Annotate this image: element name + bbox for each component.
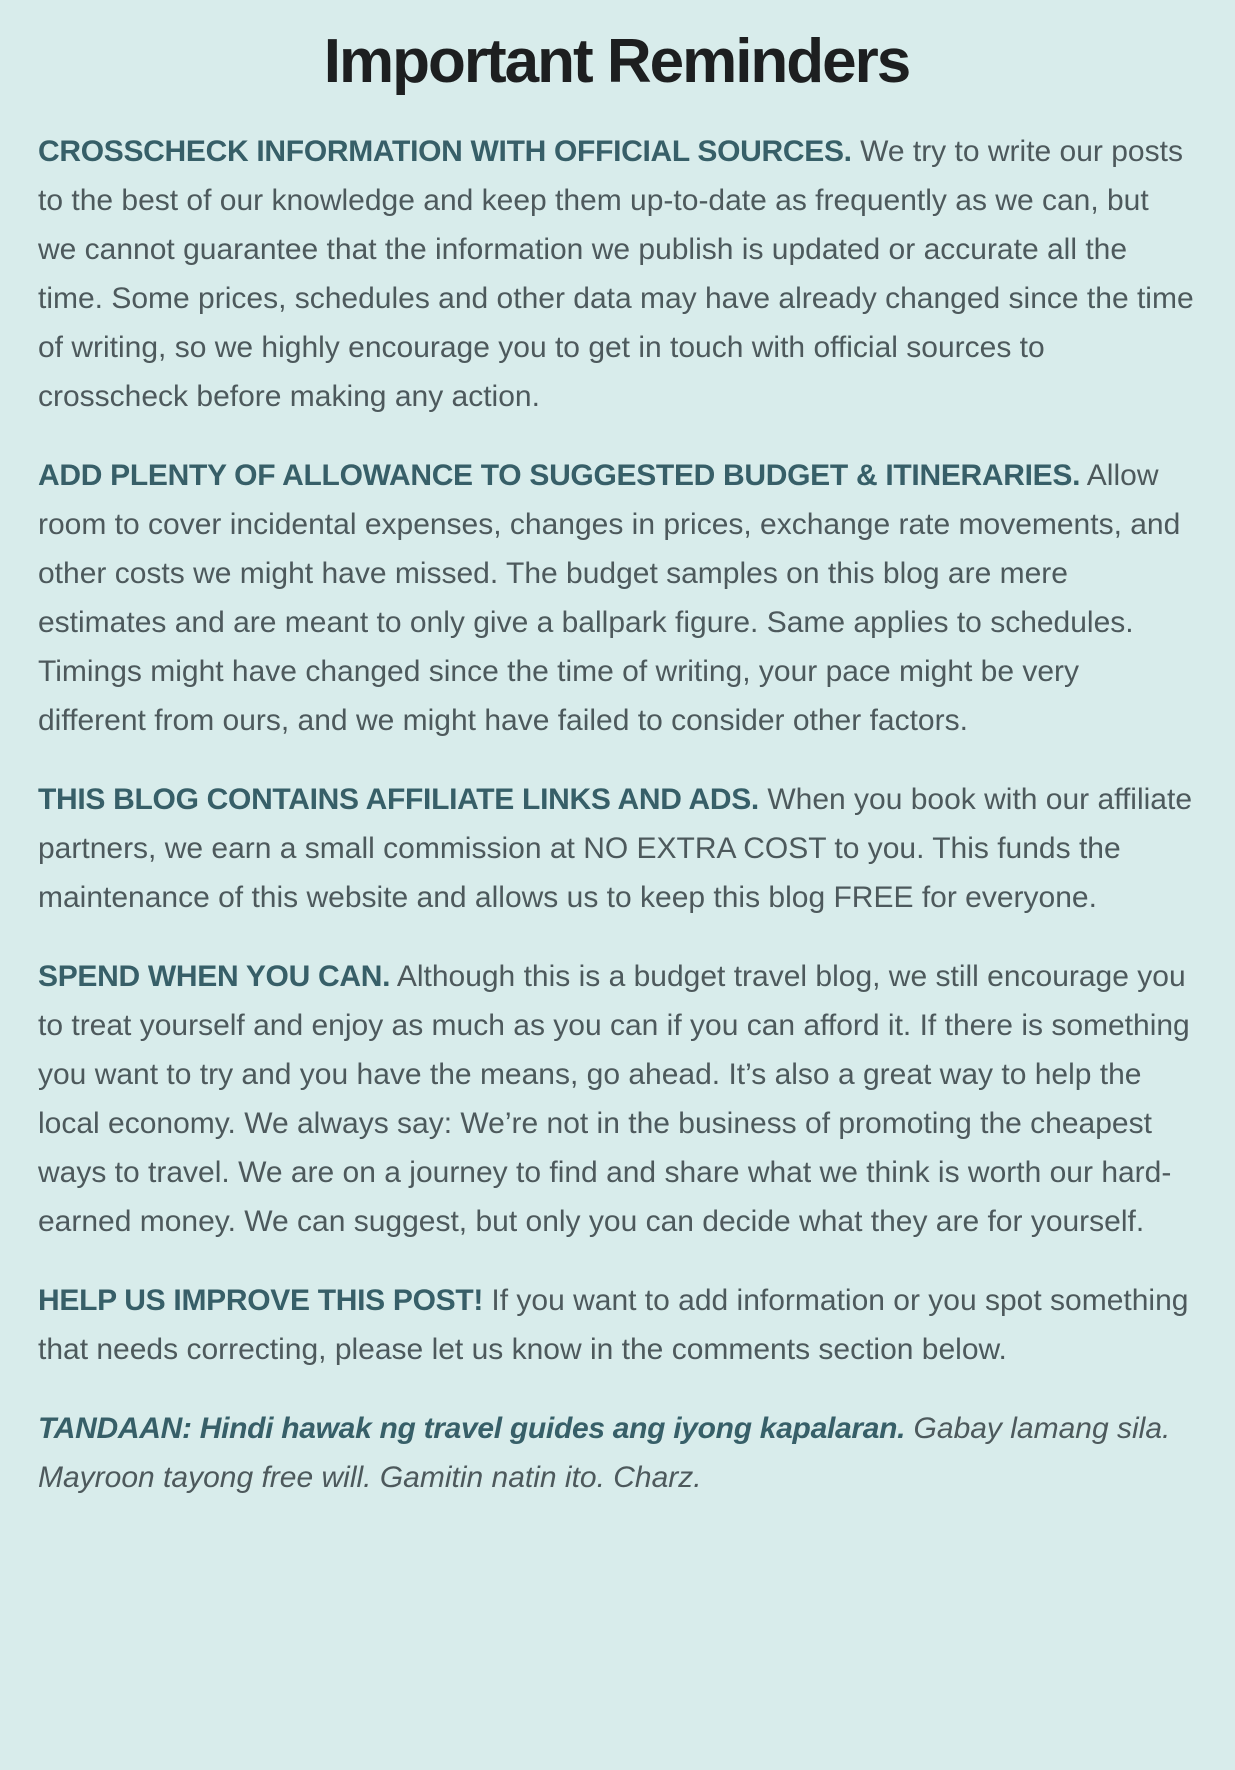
reminder-lead: SPEND WHEN YOU CAN. (38, 960, 391, 994)
reminder-paragraph-crosscheck (38, 127, 1195, 421)
reminder-body: If you want to add information or you spot something that needs correcting, please let us know in the comments section below. (38, 1284, 1189, 1367)
footnote-lead: TANDAAN: Hindi hawak ng travel guides ang iyong kapalaran. (38, 1412, 906, 1446)
footnote-body: Gabay lamang sila. Mayroon tayong free will. Gamitin natin ito. Charz. (38, 1412, 1171, 1495)
reminder-lead: THIS BLOG CONTAINS AFFILIATE LINKS AND ADS. (38, 783, 759, 817)
reminder-lead: HELP US IMPROVE THIS POST! (38, 1284, 484, 1318)
reminder-body: When you book with our affiliate partners, we earn a small commission at NO EXTRA COST to you. This funds the maintenance of this website and allows us to keep this blog FREE for everyone. (38, 783, 1192, 915)
reminder-body: Although this is a budget travel blog, we still encourage you to treat yourself and enjoy as much as you can if you can afford it. If there is something you want to try and you have the means, go ahead. It’s also a great way to help the local economy. We always say: We’re not in the business of promoting the cheapest ways to travel. We are on a journey to find and share what we think is worth our hard-earned money. We can suggest, but only you can decide what they are for yourself. (38, 960, 1190, 1239)
reminder-lead: CROSSCHECK INFORMATION WITH OFFICIAL SOURCES. (38, 135, 852, 169)
reminder-paragraph-improve (38, 1276, 1195, 1374)
reminder-body: Allow room to cover incidental expenses, changes in prices, exchange rate movements, and other costs we might have missed. The budget samples on this blog are mere estimates and are meant to only give a ballpark figure. Same applies to schedules. Timings might have changed since the time of writing, your pace might be very different from ours, and we might have failed to consider other factors. (38, 459, 1181, 738)
reminder-paragraph-spend (38, 952, 1195, 1246)
reminder-paragraph-affiliate (38, 775, 1195, 922)
reminder-lead: ADD PLENTY OF ALLOWANCE TO SUGGESTED BUDGET & ITINERARIES. (38, 459, 1081, 493)
footnote-tandaan (38, 1404, 1195, 1502)
reminder-paragraph-allowance (38, 451, 1195, 745)
page-title: Important Reminders (323, 27, 910, 96)
reminder-body: We try to write our posts to the best of our knowledge and keep them up-to-date as frequently as we can, but we cannot guarantee that the information we publish is updated or accurate all the time. Some prices, schedules and other data may have already changed since the time of writing, so we highly encourage you to get in touch with official sources to crosscheck before making any action. (38, 135, 1194, 414)
